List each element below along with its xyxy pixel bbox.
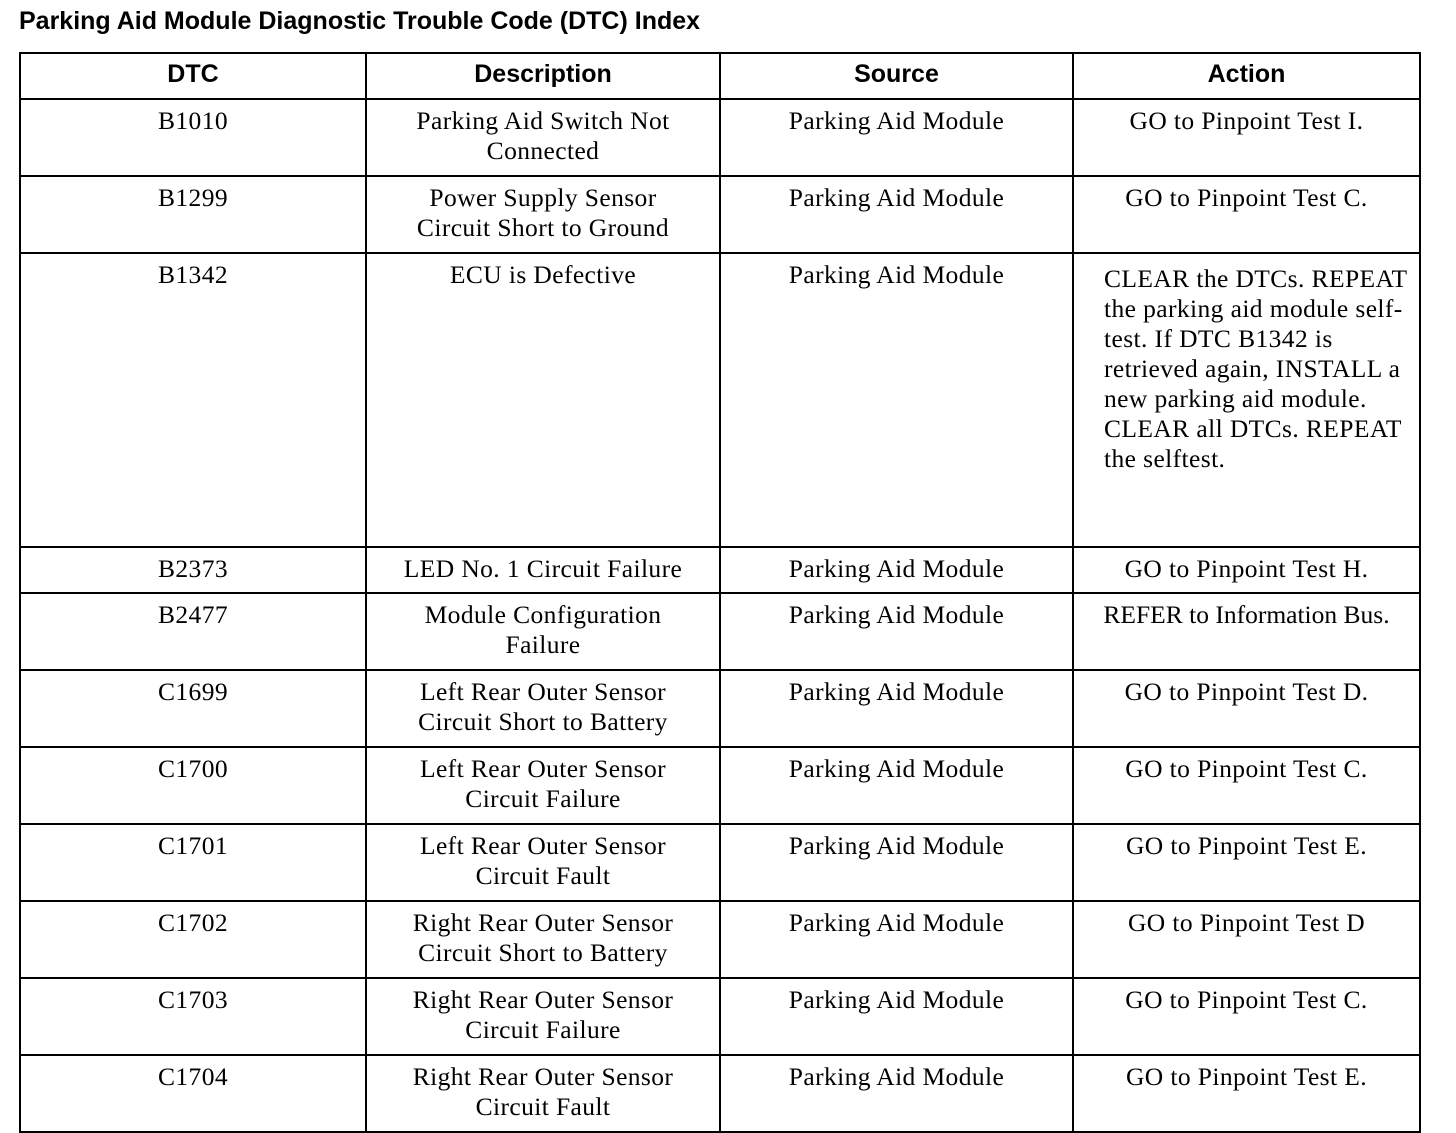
dtc-code-cell: B2373	[20, 547, 366, 593]
description-text: ECU is Defective	[449, 260, 637, 289]
source-cell: Parking Aid Module	[720, 99, 1073, 176]
description-cell	[366, 176, 720, 253]
description-cell	[366, 547, 720, 593]
description-text: Parking Aid Switch Not Connected	[416, 106, 670, 165]
action-cell: CLEAR the DTCs. REPEAT the parking aid module self-test. If DTC B1342 is retrieved again, INSTALL a new parking aid module. CLEAR all DTCs. REPEAT the selftest.	[1073, 253, 1420, 547]
description-text: Right Rear Outer Sensor Circuit Fault	[412, 1062, 674, 1121]
table-row	[20, 593, 1420, 670]
dtc-index-table	[19, 52, 1421, 1133]
description-text: Right Rear Outer Sensor Circuit Failure	[412, 985, 674, 1044]
source-cell: Parking Aid Module	[720, 176, 1073, 253]
table-row	[20, 99, 1420, 176]
dtc-code-cell: C1700	[20, 747, 366, 824]
source-cell: Parking Aid Module	[720, 593, 1073, 670]
column-header-source: Source	[720, 53, 1073, 99]
table-header-row	[20, 53, 1420, 99]
table-row	[20, 747, 1420, 824]
action-cell: GO to Pinpoint Test C.	[1073, 747, 1420, 824]
action-cell: GO to Pinpoint Test E.	[1073, 824, 1420, 901]
dtc-code-cell: B1342	[20, 253, 366, 547]
dtc-code-cell: C1699	[20, 670, 366, 747]
description-text: Left Rear Outer Sensor Circuit Fault	[419, 831, 666, 890]
column-header-action: Action	[1073, 53, 1420, 99]
source-cell: Parking Aid Module	[720, 824, 1073, 901]
description-cell	[366, 978, 720, 1055]
source-cell: Parking Aid Module	[720, 978, 1073, 1055]
dtc-code-cell: B2477	[20, 593, 366, 670]
table-row	[20, 901, 1420, 978]
action-cell: GO to Pinpoint Test D	[1073, 901, 1420, 978]
table-row	[20, 176, 1420, 253]
description-text: Module Configuration Failure	[424, 600, 662, 659]
description-cell	[366, 99, 720, 176]
table-row	[20, 824, 1420, 901]
description-text: Right Rear Outer Sensor Circuit Short to Battery	[412, 908, 674, 967]
source-cell: Parking Aid Module	[720, 747, 1073, 824]
description-text: LED No. 1 Circuit Failure	[403, 554, 683, 583]
action-cell: GO to Pinpoint Test D.	[1073, 670, 1420, 747]
description-cell	[366, 824, 720, 901]
source-cell: Parking Aid Module	[720, 547, 1073, 593]
dtc-code-cell: C1701	[20, 824, 366, 901]
dtc-code-cell: B1299	[20, 176, 366, 253]
description-cell	[366, 747, 720, 824]
source-cell: Parking Aid Module	[720, 1055, 1073, 1132]
description-cell	[366, 901, 720, 978]
action-text: REFER to Information Bus.	[1103, 600, 1390, 629]
description-text: Left Rear Outer Sensor Circuit Short to Battery	[418, 677, 668, 736]
dtc-code-cell: C1702	[20, 901, 366, 978]
action-cell	[1073, 593, 1420, 670]
description-text: Left Rear Outer Sensor Circuit Failure	[419, 754, 666, 813]
description-cell	[366, 253, 720, 547]
action-cell: GO to Pinpoint Test E.	[1073, 1055, 1420, 1132]
description-text: Power Supply Sensor Circuit Short to Ground	[416, 183, 670, 242]
description-cell	[366, 593, 720, 670]
column-header-dtc: DTC	[20, 53, 366, 99]
table-row	[20, 670, 1420, 747]
action-cell: GO to Pinpoint Test C.	[1073, 978, 1420, 1055]
column-header-description: Description	[366, 53, 720, 99]
table-row	[20, 253, 1420, 547]
action-cell: GO to Pinpoint Test I.	[1073, 99, 1420, 176]
action-cell: GO to Pinpoint Test H.	[1073, 547, 1420, 593]
dtc-code-cell: C1704	[20, 1055, 366, 1132]
page-title: Parking Aid Module Diagnostic Trouble Code (DTC) Index	[19, 7, 701, 35]
source-cell: Parking Aid Module	[720, 253, 1073, 547]
dtc-code-cell: B1010	[20, 99, 366, 176]
action-cell: GO to Pinpoint Test C.	[1073, 176, 1420, 253]
description-cell	[366, 670, 720, 747]
source-cell: Parking Aid Module	[720, 670, 1073, 747]
source-cell: Parking Aid Module	[720, 901, 1073, 978]
table-row	[20, 978, 1420, 1055]
description-cell	[366, 1055, 720, 1132]
dtc-code-cell: C1703	[20, 978, 366, 1055]
table-row	[20, 1055, 1420, 1132]
table-row	[20, 547, 1420, 593]
